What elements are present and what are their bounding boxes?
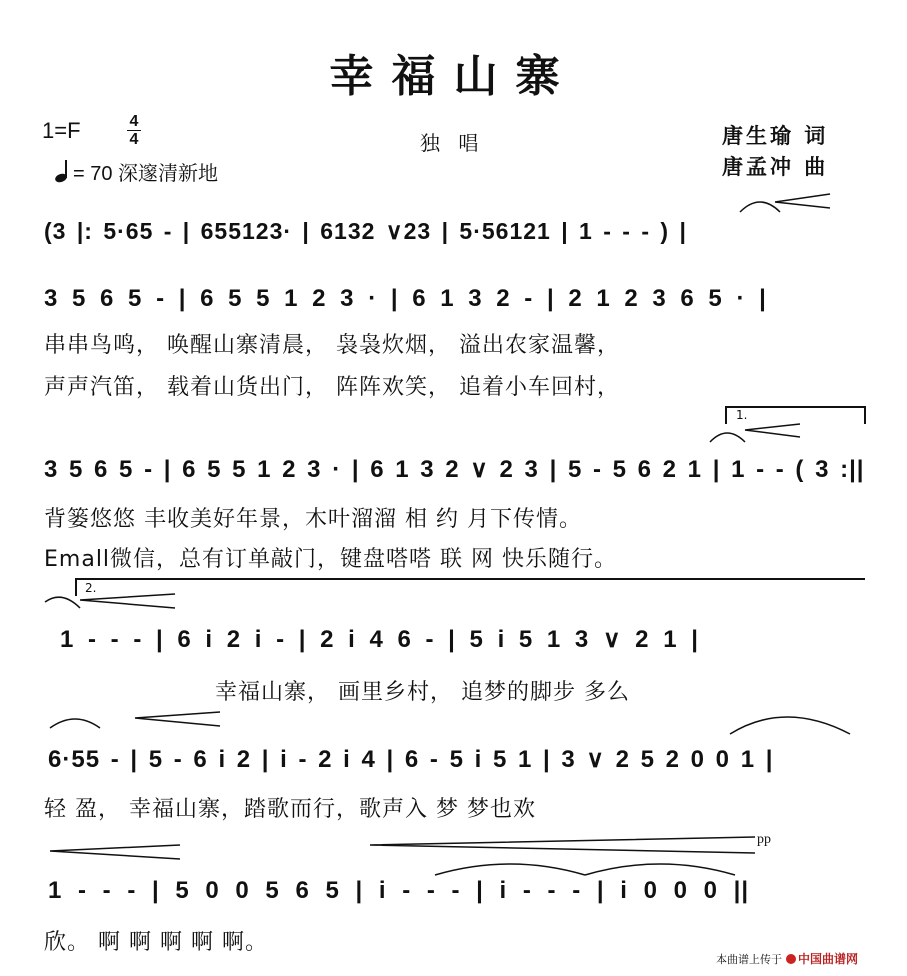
volta-1-label: 1. — [736, 408, 748, 422]
system-2-lyric-verse-2: 声声汽笛， 载着山货出门， 阵阵欢笑， 追着小车回村， — [44, 375, 620, 400]
upload-credit-text: 本曲谱上传于 — [716, 953, 782, 966]
slur-decrescendo-1 — [735, 190, 835, 220]
system-6-notes: 1 - - - | 5 0 0 5 6 5 | i - - - | i - - - | i 0 0 0 || — [48, 877, 750, 904]
system-4-notes: 1 - - - | 6 i 2 i - | 2 i 4 6 - | 5 i 5 1 3 ∨ 2 1 | — [60, 626, 699, 653]
time-signature-bottom: 4 — [129, 131, 139, 148]
system-3-notes: 3 5 6 5 - | 6 5 5 1 2 3 · | 6 1 3 2 ∨ 2 3 | 5 - 5 6 2 1 | 1 - - ( 3 :|| — [44, 456, 865, 483]
system-5-lyric: 轻 盈， 幸福山寨，踏歌而行，歌声入 梦 梦也欢 — [44, 797, 536, 822]
volta-1-right — [864, 406, 866, 424]
volta-2-bracket — [75, 578, 865, 580]
site-logo-icon — [786, 954, 796, 964]
slur-decrescendo-2 — [705, 420, 805, 450]
key-signature: 1=F — [42, 118, 81, 143]
time-signature-top: 4 — [129, 113, 139, 130]
system-2-lyric-verse-1: 串串鸟鸣， 唤醒山寨清晨， 袅袅炊烟， 溢出农家温馨， — [44, 333, 620, 358]
dynamic-pp: pp — [757, 832, 771, 847]
slur-decrescendo-3 — [40, 590, 180, 620]
system-3-lyric-verse-2: Emall微信，总有订单敲门，键盘嗒嗒 联 网 快乐随行。 — [44, 547, 618, 572]
tempo-text: = 70 深邃清新地 — [73, 163, 219, 185]
system-3-lyric-verse-1: 背篓悠悠 丰收美好年景，木叶溜溜 相 约 月下传情。 — [44, 507, 582, 532]
upload-credit — [716, 950, 858, 967]
quarter-note-icon — [55, 162, 67, 182]
tempo-marking — [55, 157, 218, 186]
system-6-lyric: 欣。 啊 啊 啊 啊 啊。 — [44, 930, 268, 955]
system-6-hairpins — [40, 825, 760, 880]
performance-style: 独 唱 — [420, 131, 485, 155]
system-5-notes: 6·55 - | 5 - 6 i 2 | i - 2 i 4 | 6 - 5 i 5 1 | 3 ∨ 2 5 2 0 0 1 | — [48, 746, 774, 773]
site-name: 中国曲谱网 — [798, 952, 859, 966]
system-2-notes: 3 5 6 5 - | 6 5 5 1 2 3 · | 6 1 3 2 - | 2 1 2 3 6 5 · | — [44, 285, 767, 312]
system-5-slurs — [40, 700, 870, 740]
system-1-notes: (3 |: 5·65 - | 655123· | 6132 ∨23 | 5·56121 | 1 - - - ) | — [44, 218, 687, 244]
composer-credit: 唐孟冲 曲 — [722, 155, 829, 179]
lyricist-credit: 唐生瑜 词 — [722, 124, 829, 148]
volta-2-label: 2. — [85, 581, 97, 595]
system-4-lyric: 幸福山寨， 画里乡村， 追梦的脚步 多么 — [215, 680, 630, 705]
song-title: 幸福山寨 — [329, 51, 578, 102]
time-signature — [125, 113, 143, 148]
